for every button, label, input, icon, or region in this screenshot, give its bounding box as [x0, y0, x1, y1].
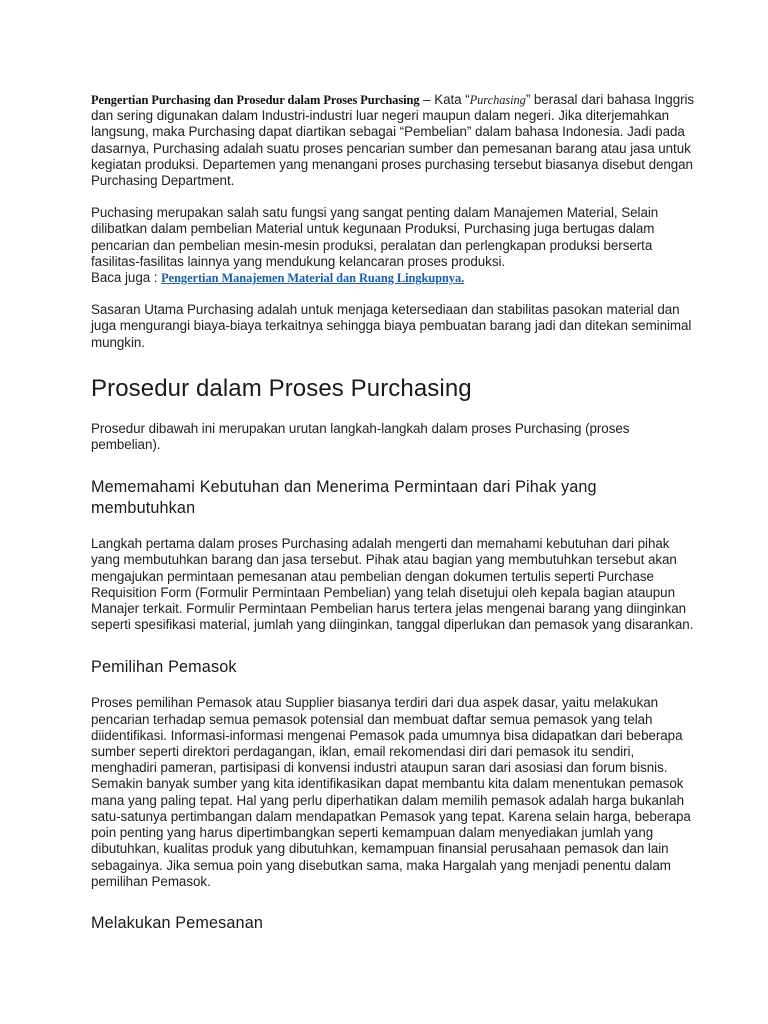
- paragraph-sasaran: Sasaran Utama Purchasing adalah untuk menjaga ketersediaan dan stabilitas pasokan material dan juga mengurangi biaya-biaya terkaitnya sehingga biaya pembuatan barang jadi dan ditekan seminimal mungkin.: [91, 302, 692, 350]
- paragraph-text: Puchasing merupakan salah satu fungsi yang sangat penting dalam Manajemen Material, Selain dilibatkan dalam pembelian Material untuk kegunaan Produksi, Purchasing juga bertugas dalam pencarian dan pembelian mesin-mesin produksi, peralatan dan perlengkapan produksi berserta fasilitas-fasilitas lainnya yang mendukung kelancaran proses produksi.: [91, 205, 659, 269]
- intro-paragraph: [91, 92, 696, 189]
- intro-rest: ” berasal dari bahasa Inggris dan sering digunakan dalam Industri-industri luar negeri maupun dalam negeri. Jika diterjemahkan langsung, maka Purchasing dapat diartikan sebagai “Pembelian” dalam bahasa Indonesia. Jadi pada dasarnya, Purchasing adalah suatu proses pencarian sumber dan pemesanan barang atau jasa untuk kegiatan produksi. Departemen yang menangani proses purchasing tersebut biasanya disebut dengan Purchasing Department.: [91, 92, 695, 189]
- intro-italic-word: Purchasing: [469, 93, 526, 107]
- subheading-memahami-kebutuhan: Mememahami Kebutuhan dan Menerima Permintaan dari Pihak yang membutuhkan: [91, 478, 597, 518]
- paragraph-manajemen-material: [91, 205, 696, 286]
- paragraph-prosedur-intro: Prosedur dibawah ini merupakan urutan langkah-langkah dalam proses Purchasing (proses pembelian).: [91, 420, 630, 453]
- subheading-melakukan-pemesanan: Melakukan Pemesanan: [91, 913, 264, 932]
- intro-dash: – Kata “: [419, 92, 470, 107]
- paragraph-pemilihan-pemasok: Proses pemilihan Pemasok atau Supplier biasanya terdiri dari dua aspek dasar, yaitu melakukan pencarian terhadap semua pemasok potensial dan membuat daftar semua pemasok yang telah diidentifikasi. Informasi-informasi mengenai Pemasok pada umumnya bisa didapatkan dari beberapa sumber seperti direktori perdagangan, iklan, email rekomendasi diri dari pemasok itu sendiri, menghadiri pameran, partisipasi di konvensi industri ataupun saran dari asosiasi dan forum bisnis. Semakin banyak sumber yang kita identifikasikan dapat membantu kita dalam menentukan pemasok mana yang paling tepat. Hal yang perlu diperhatikan dalam memilih pemasok adalah harga bukanlah satu-satunya pertimbangan dalam mendapatkan Pemasok yang tepat. Karena selain harga, beberapa poin penting yang harus dipertimbangkan seperti kemampuan dalam menyediakan jumlah yang dibutuhkan, kualitas produk yang dibutuhkan, kemampuan finansial perusahaan pemasok dan lain sebagainya. Jika semua poin yang disebutkan sama, maka Hargalah yang menjadi penentu dalam pemilihan Pemasok.: [91, 695, 691, 889]
- subheading-pemilihan-pemasok: Pemilihan Pemasok: [91, 658, 237, 677]
- paragraph-langkah-pertama: Langkah pertama dalam proses Purchasing adalah mengerti dan memahami kebutuhan dari pihak yang membutuhkan barang dan jasa tersebut. Pihak atau bagian yang membutuhkan tersebut akan mengajukan permintaan pemesanan atau pembelian dengan dokumen tertulis seperti Purchase Requisition Form (Formulir Permintaan Pembelian) yang telah disetujui oleh kepala bagian ataupun Manajer terkait. Formulir Permintaan Pembelian harus tertera jelas mengenai barang yang diinginkan seperti spesifikasi material, jumlah yang diinginkan, tanggal diperlukan dan pemasok yang disarankan.: [91, 536, 694, 633]
- see-also-prefix: Baca juga :: [91, 270, 162, 286]
- see-also-link[interactable]: Pengertian Manajemen Material dan Ruang Lingkupnya.: [161, 271, 465, 286]
- intro-bold-title: Pengertian Purchasing dan Prosedur dalam Proses Purchasing: [91, 93, 420, 107]
- section-heading-prosedur: Prosedur dalam Proses Purchasing: [91, 374, 472, 402]
